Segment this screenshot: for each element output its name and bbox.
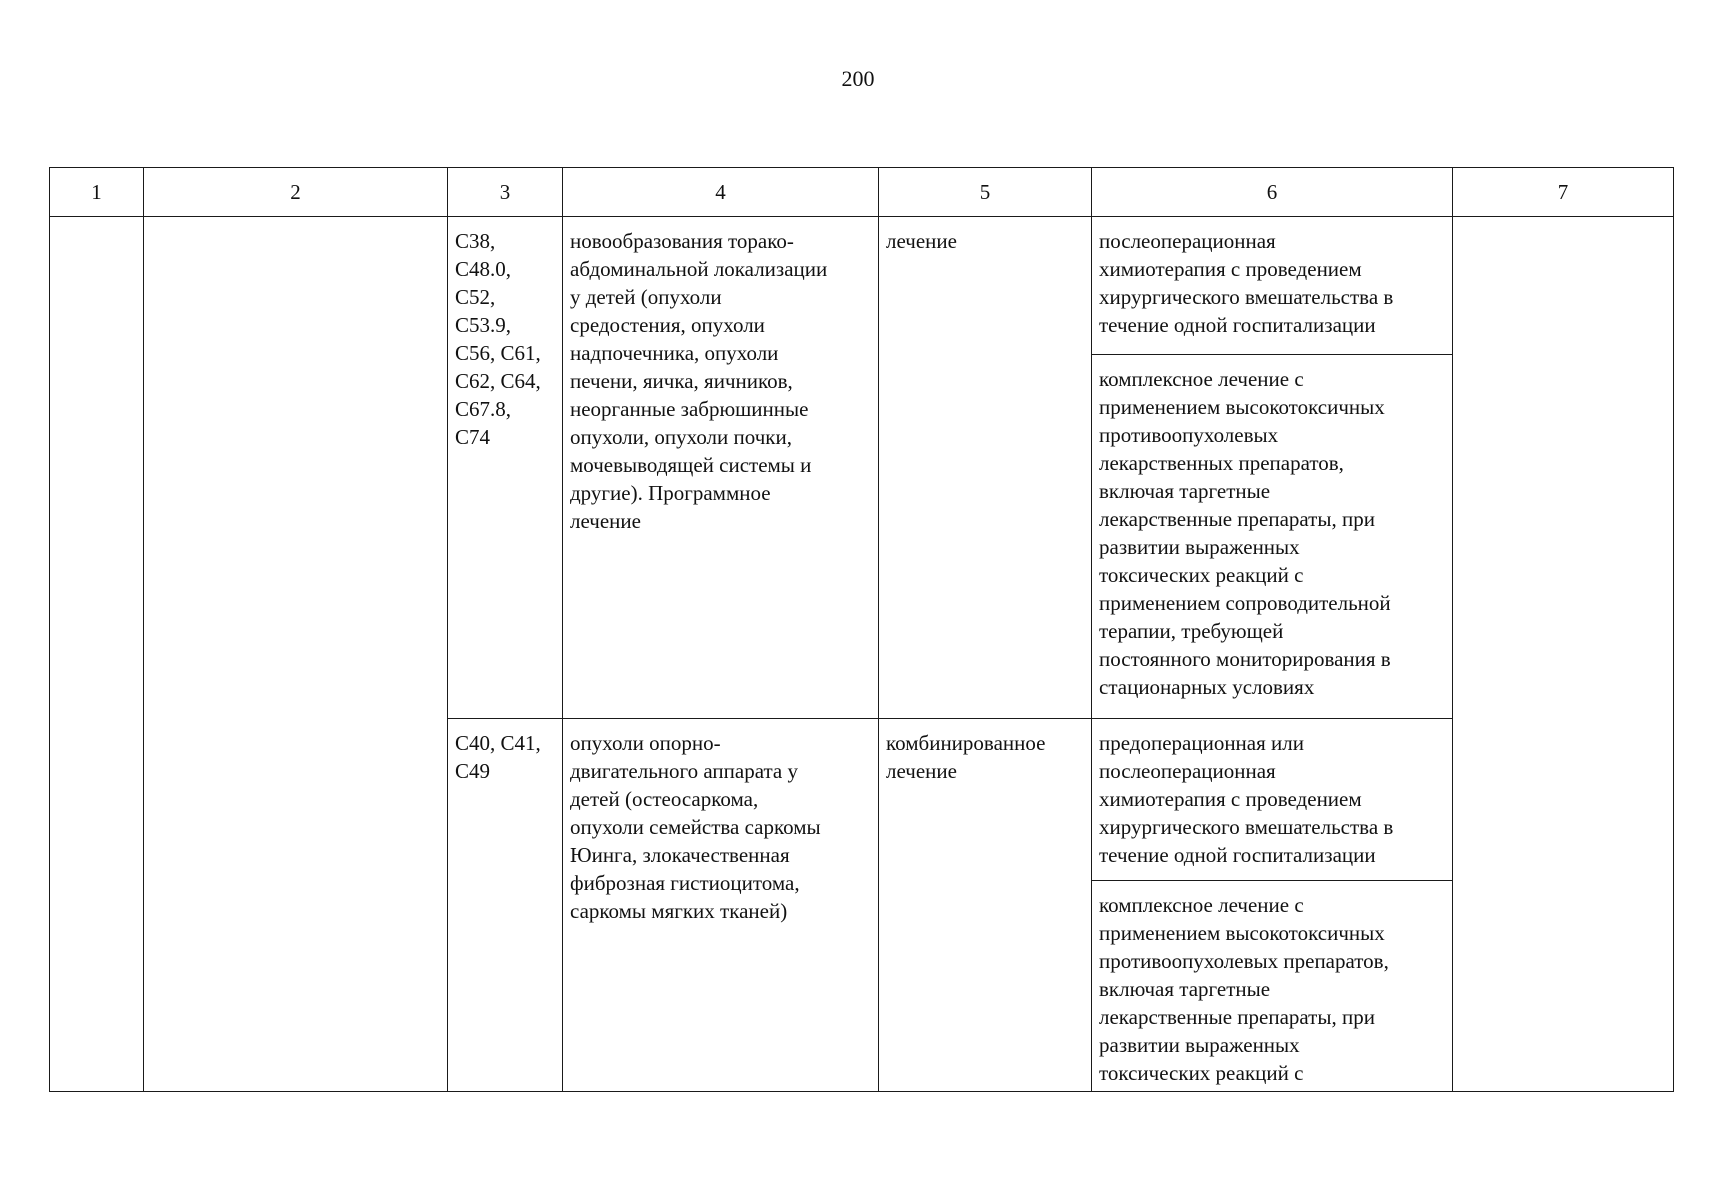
method-text: предоперационная или послеоперационная химиотерапия с проведением хирургического вмешательства в течение одной госпитализации: [1099, 731, 1394, 867]
cell-treatment-type: [879, 719, 1092, 1092]
codes-text: C40, C41, C49: [455, 731, 541, 783]
cell-codes: [448, 719, 563, 1092]
column-header-7: 7: [1453, 168, 1674, 217]
method-text: комплексное лечение с применением высокотоксичных противоопухолевых препаратов, включая таргетные лекарственные препараты, при развитии выраженных токсических реакций с: [1099, 893, 1389, 1085]
diagnosis-text: опухоли опорно- двигательного аппарата у детей (остеосаркома, опухоли семейства саркомы Юинга, злокачественная фиброзная гистиоцитома, саркомы мягких тканей): [570, 731, 821, 923]
cell-codes: [448, 217, 563, 719]
cell-col1-empty: [50, 217, 144, 1092]
table-row: [50, 217, 1674, 355]
cell-col7-empty: [1453, 217, 1674, 1092]
treatment-table: [49, 167, 1674, 1092]
cell-method: [1092, 217, 1453, 355]
cell-treatment-type: [879, 217, 1092, 719]
treatment-type-text: комбинированное лечение: [886, 731, 1046, 783]
method-text: послеоперационная химиотерапия с проведением хирургического вмешательства в течение одной госпитализации: [1099, 229, 1394, 337]
cell-diagnosis: [563, 719, 879, 1092]
column-header-3: 3: [448, 168, 563, 217]
codes-text: C38, C48.0, C52, C53.9, C56, C61, C62, C64, C67.8, C74: [455, 229, 541, 449]
table-header-row: [50, 168, 1674, 217]
cell-diagnosis: [563, 217, 879, 719]
column-header-5: 5: [879, 168, 1092, 217]
method-text: комплексное лечение с применением высокотоксичных противоопухолевых лекарственных препаратов, включая таргетные лекарственные препараты, при развитии выраженных токсических реакций с применением сопроводительной терапии, требующей постоянного мониторирования в стационарных условиях: [1099, 367, 1391, 699]
diagnosis-text: новообразования торако- абдоминальной локализации у детей (опухоли средостения, опухоли надпочечника, опухоли печени, яичка, яичников, неорганные забрюшинные опухоли, опухоли почки, мочевыводящей системы и другие). Программное лечение: [570, 229, 828, 533]
cell-method: [1092, 355, 1453, 719]
cell-method: [1092, 719, 1453, 881]
cell-col2-empty: [144, 217, 448, 1092]
treatment-type-text: лечение: [886, 229, 957, 253]
cell-method: [1092, 881, 1453, 1092]
column-header-4: 4: [563, 168, 879, 217]
page-number: 200: [841, 66, 875, 91]
column-header-6: 6: [1092, 168, 1453, 217]
column-header-2: 2: [144, 168, 448, 217]
column-header-1: 1: [50, 168, 144, 217]
